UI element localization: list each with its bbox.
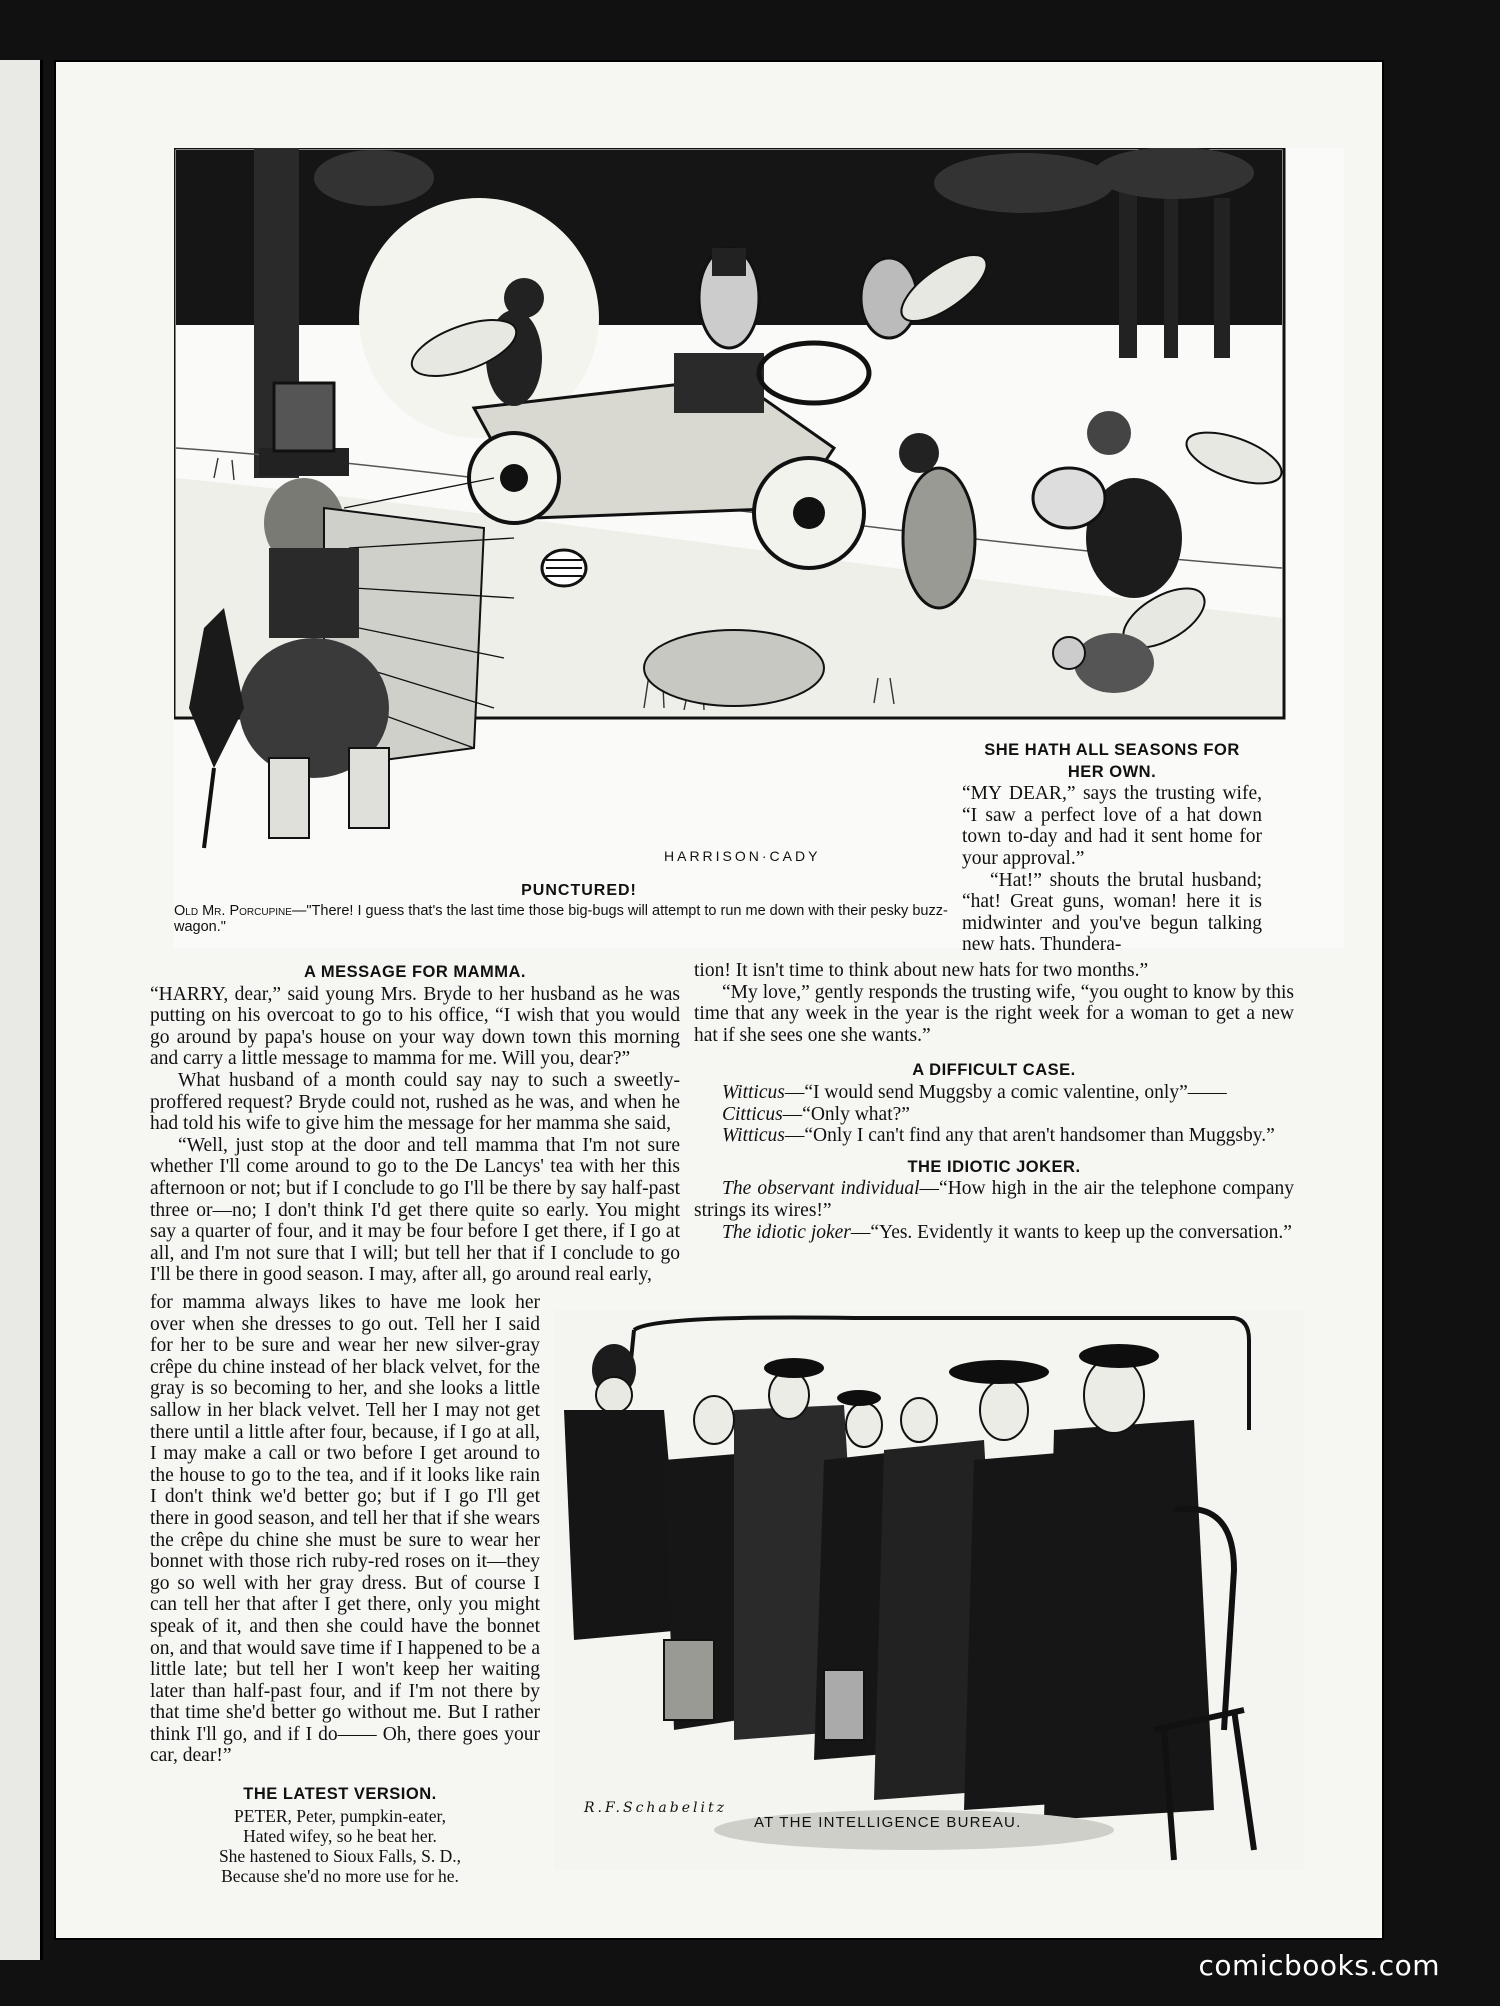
- seasons-paragraph-2b: tion! It isn't time to think about new hats for two months.”: [694, 960, 1149, 981]
- joker-text-2: “Yes. Evidently it wants to keep up the conversation.”: [870, 1221, 1292, 1243]
- mamma-paragraph-3b: for mamma always likes to have me look her over when she dresses to go out. Tell her I said for her to be sure and wear her new silver-gray crêpe du chine instead of her black velvet, for the gray is so becoming to her, and she looks a little sallow in her black velvet. Tell her I may not get there until a little after four, because, if I go at all, I may make a call or two before I get around to the house to go to the tea, and if it looks like rain I don't think we'd better go; but if I go I'll get there in good season, and tell her that if she wears the crêpe du chine she must be sure to wear her bonnet with those rich ruby-red roses on it—they go so well with her gray dress. But of course I can tell her that after I get there, only you might speak of it, and then she could have the bonnet on, and that would save time if I happened to be a little late; but tell her I won't keep her waiting later than half-past four, and if I'm not there by that time she'd better go without me. But I rather think I'll go, and if I do—— Oh, there goes your car, dear!”: [150, 1292, 540, 1767]
- idiotic-joker-title: THE IDIOTIC JOKER.: [907, 1157, 1081, 1176]
- seasons-paragraph-3: “My love,” gently responds the trusting wife, “you ought to know by this time that any week in the year is the right week for a woman to get a new hat if she sees one she wants.”: [694, 981, 1294, 1046]
- seasons-title-line1: SHE HATH ALL SEASONS FOR: [984, 741, 1240, 759]
- adjacent-page-edge: [0, 60, 43, 1960]
- harrison-cady-signature: HARRISON·CADY: [664, 848, 821, 864]
- poem-line-3: She hastened to Sioux Falls, S. D.,: [218, 1845, 462, 1866]
- mamma-paragraph-2: What husband of a month could say nay to such a sweetly-proffered request? Bryde could not, rushed as he was, and when he had told his wife to give him the message for her mamma she said,: [150, 1069, 680, 1135]
- difficult-text-2: “Only what?”: [802, 1103, 910, 1125]
- punctured-caption-text: Old Mr. Porcupine—"There! I guess that's the last time those big-bugs will attempt to run me down with their pesky buzz-wagon.": [174, 903, 948, 935]
- joker-line-2: The idiotic joker—“Yes. Evidently it wants to keep up the conversation.”: [722, 1221, 1292, 1243]
- difficult-case-title: A DIFFICULT CASE.: [912, 1061, 1076, 1080]
- difficult-speaker-1: Witticus: [722, 1081, 785, 1103]
- joker-speaker-1: The observant individual: [722, 1178, 920, 1200]
- difficult-line-3: Witticus—“Only I can't find any that aren't handsomer than Muggsby.”: [722, 1125, 1275, 1147]
- difficult-speaker-2: Citticus: [722, 1103, 783, 1125]
- poem-line-2: Hated wifey, so he beat her.: [243, 1825, 437, 1846]
- joker-speaker-2: The idiotic joker: [722, 1221, 851, 1243]
- latest-version-title: THE LATEST VERSION.: [243, 1785, 437, 1803]
- difficult-text-3: “Only I can't find any that aren't handsomer than Muggsby.”: [804, 1125, 1275, 1147]
- mamma-paragraph-3a: “Well, just stop at the door and tell mamma that I'm not sure whether I'll come around to go to the De Lancys' tea with her this afternoon or not; but if I conclude to go I'll be there by say half-past three or—no; I don't think I'd get there quite so early. You might say a quarter of four, and it may be four before I get there, if I go at all, and I'm not sure that I will; but tell her that if I conclude to go I'll be there in good season. I may, after all, go around real early,: [150, 1134, 680, 1286]
- caption-speaker: Old Mr. Porcupine: [174, 903, 292, 919]
- mamma-paragraph-1: “HARRY, dear,” said young Mrs. Bryde to her husband as he was putting on his overcoat to go to his office, “I wish that you would go around by papa's house on your way down town this morning and carry a little message to mamma for me. Will you, dear?”: [150, 983, 680, 1070]
- seasons-article-continued: [694, 960, 1294, 1243]
- punctured-caption-title: PUNCTURED!: [521, 882, 637, 899]
- intelligence-bureau-caption: AT THE INTELLIGENCE BUREAU.: [754, 1814, 1022, 1831]
- difficult-text-1: “I would send Muggsby a comic valentine, only”——: [804, 1081, 1227, 1103]
- joker-line-1: The observant individual—“How high in the air the telephone company strings its wires!”: [694, 1178, 1294, 1221]
- poem-line-1: PETER, Peter, pumpkin-eater,: [234, 1805, 446, 1826]
- seasons-paragraph-1: “MY DEAR,” says the trusting wife, “I saw a perfect love of a hat down town to-day and had it sent home for your approval.”: [962, 783, 1262, 869]
- magazine-page: [54, 60, 1384, 1940]
- difficult-speaker-3: Witticus: [722, 1125, 785, 1147]
- message-for-mamma-article: [150, 962, 680, 1286]
- message-for-mamma-continued: [150, 1292, 540, 1767]
- seasons-title-line2: HER OWN.: [1067, 762, 1157, 781]
- difficult-line-1: Witticus—“I would send Muggsby a comic valentine, only”——: [722, 1081, 1227, 1103]
- caption-quote: "There! I guess that's the last time those big-bugs will attempt to run me down with their pesky buzz-wagon.": [174, 903, 948, 935]
- latest-version-poem: [150, 1784, 530, 1886]
- seasons-article: [962, 740, 1262, 956]
- mamma-title: A MESSAGE FOR MAMMA.: [303, 963, 527, 981]
- schabelitz-signature: R.F.Schabelitz: [584, 1800, 727, 1816]
- seasons-paragraph-2a: “Hat!” shouts the brutal husband; “hat! Great guns, woman! here it is midwinter and you've begun talking new hats. Thundera-: [962, 869, 1262, 956]
- intelligence-bureau-illustration: [554, 1310, 1304, 1870]
- joker-text-1: “How high in the air the telephone company strings its wires!”: [694, 1178, 1294, 1221]
- difficult-line-2: Citticus—“Only what?”: [722, 1103, 910, 1125]
- poem-line-4: Because she'd no more use for he.: [221, 1865, 459, 1886]
- site-watermark: comicbooks.com: [1198, 1949, 1440, 1982]
